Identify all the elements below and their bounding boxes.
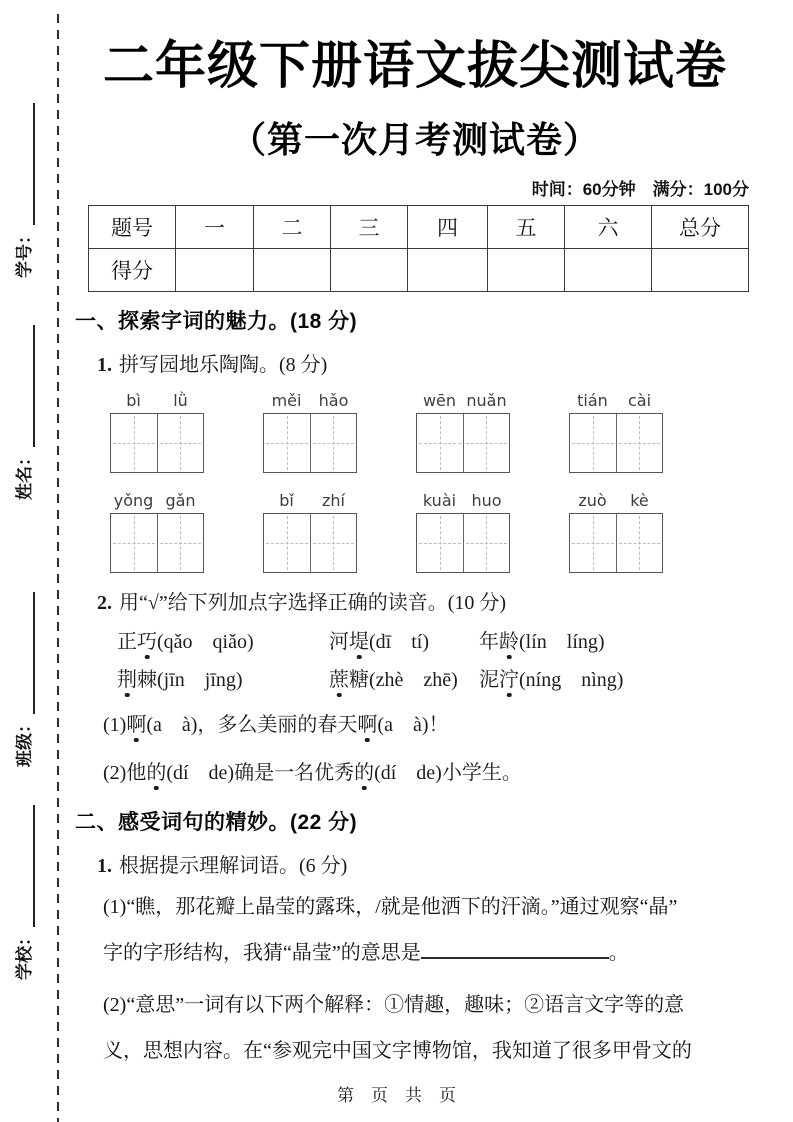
time-score-meta: 时间：60分钟 满分：100分	[531, 180, 749, 199]
binding-field-label: 学校：	[15, 929, 34, 980]
paragraph-line	[103, 982, 755, 1028]
pinyin-labels	[569, 391, 663, 410]
dotted-char: 啊	[126, 714, 147, 736]
writing-cell	[570, 514, 616, 572]
pinyin-syllable: bì	[126, 391, 141, 410]
pinyin-group	[416, 391, 510, 473]
score-table-header-cell: 五	[488, 206, 565, 249]
word-choice-item	[329, 663, 479, 697]
pinyin-syllable: kè	[630, 491, 649, 510]
word-choice-item	[329, 625, 479, 659]
pinyin-group	[110, 491, 204, 573]
binding-field-label: 班级：	[15, 716, 34, 767]
main-content	[75, 0, 755, 1074]
text-segment: (lín líng)	[519, 631, 605, 653]
writing-cell	[310, 414, 357, 472]
score-cell	[488, 249, 565, 292]
pinyin-syllable: bǐ	[279, 491, 294, 510]
pinyin-syllable: kuài	[422, 491, 457, 510]
text-segment: (dī tí)	[369, 631, 429, 653]
pinyin-group	[263, 491, 357, 573]
writing-cell	[417, 414, 463, 472]
binding-field	[9, 780, 35, 980]
binding-dashed-line	[57, 14, 59, 1122]
dotted-char: 的	[354, 762, 375, 784]
pinyin-labels	[263, 391, 357, 410]
writing-grid	[416, 413, 510, 473]
text-segment: (2)“意思”一词有以下两个解释：①情趣，趣味；②语言文字等的意	[103, 994, 685, 1016]
text-segment: (jīn jīng)	[157, 669, 243, 691]
score-table-header-row	[89, 206, 749, 249]
word-choice-item	[117, 625, 329, 659]
writing-cell	[157, 514, 204, 572]
writing-cell	[310, 514, 357, 572]
text-segment: 糖	[349, 669, 369, 691]
pinyin-labels	[263, 491, 357, 510]
writing-grid	[263, 513, 357, 573]
binding-field-label: 姓名：	[15, 449, 34, 500]
pinyin-row-2	[110, 491, 755, 573]
text-segment: (dí de)小学生。	[374, 762, 522, 784]
writing-cell	[111, 414, 157, 472]
pinyin-syllable: zuò	[578, 491, 607, 510]
dotted-char: 龄	[499, 631, 519, 653]
writing-grid	[110, 513, 204, 573]
score-table-header-cell: 二	[254, 206, 331, 249]
score-table-label: 题号	[89, 206, 176, 249]
section-one-heading: 一、探索字词的魅力。(18 分)	[75, 310, 358, 333]
pinyin-syllable: gǎn	[165, 491, 196, 510]
writing-cell	[264, 414, 310, 472]
text-segment: (a à)！	[377, 714, 449, 736]
score-table-score-row	[89, 249, 749, 292]
pinyin-syllable: hǎo	[318, 391, 349, 410]
dotted-char: 荆	[117, 669, 137, 691]
text-segment: 棘	[137, 669, 157, 691]
score-table-header-cell: 三	[331, 206, 408, 249]
pinyin-group	[263, 391, 357, 473]
text-segment: (dí de)确是一名优秀	[166, 762, 355, 784]
paper-title: 二年级下册语文拔尖测试卷	[102, 37, 727, 94]
writing-grid	[569, 513, 663, 573]
text-segment: 字的字形结构，我猜“晶莹”的意思是	[103, 942, 421, 964]
score-table-label: 得分	[89, 249, 176, 292]
text-segment: (a à)，多么美丽的春天	[146, 714, 358, 736]
score-table	[88, 205, 749, 292]
pinyin-syllable: huo	[471, 491, 502, 510]
pinyin-syllable: cài	[627, 391, 652, 410]
question-1-1	[97, 348, 755, 377]
binding-field-label: 学号：	[15, 227, 34, 278]
score-table-header-cell: 四	[408, 206, 488, 249]
writing-grid	[569, 413, 663, 473]
score-cell	[408, 249, 488, 292]
writing-cell	[264, 514, 310, 572]
text-segment: (2)他	[103, 762, 147, 784]
pinyin-syllable: lǜ	[173, 391, 188, 410]
pinyin-syllable: nuǎn	[466, 391, 507, 410]
pinyin-labels	[110, 391, 204, 410]
text-segment: 河	[329, 631, 349, 653]
score-cell	[331, 249, 408, 292]
binding-field-blank	[29, 325, 35, 447]
sub-question-2	[103, 753, 755, 793]
pinyin-syllable: tián	[577, 391, 608, 410]
sub-question-1	[103, 705, 755, 745]
text-segment: (níng nìng)	[519, 669, 624, 691]
word-choice-item	[479, 625, 755, 659]
question-text: 拼写园地乐陶陶。(8 分)	[119, 354, 328, 376]
writing-cell	[616, 514, 663, 572]
text-segment: (zhè zhē)	[369, 669, 458, 691]
dotted-char: 泞	[499, 669, 519, 691]
binding-field	[9, 567, 35, 767]
writing-cell	[463, 514, 510, 572]
pinyin-row-1	[110, 391, 755, 473]
dotted-char: 堤	[349, 631, 369, 653]
pinyin-group	[569, 491, 663, 573]
text-segment: 义，思想内容。在“参观完中国文字博物馆，我知道了很多甲骨文的	[103, 1040, 692, 1062]
question-number: 1.	[97, 855, 112, 877]
score-cell	[652, 249, 749, 292]
pinyin-group	[416, 491, 510, 573]
page-footer: 第 页 共 页	[337, 1086, 456, 1105]
pronunciation-row-1	[117, 625, 755, 659]
word-choice-item	[479, 663, 755, 697]
dotted-char: 蔗	[329, 669, 349, 691]
dotted-char: 的	[146, 762, 167, 784]
binding-field-blank	[29, 103, 35, 225]
paragraph-line	[103, 884, 755, 930]
text-segment: (1)	[103, 714, 127, 736]
pinyin-syllable: wēn	[422, 391, 457, 410]
pinyin-labels	[416, 491, 510, 510]
score-cell	[254, 249, 331, 292]
paragraph-1	[75, 884, 755, 976]
writing-cell	[111, 514, 157, 572]
text-segment: 年	[479, 631, 499, 653]
writing-grid	[263, 413, 357, 473]
score-table-header-cell: 六	[565, 206, 652, 249]
word-choice-item	[117, 663, 329, 697]
dotted-char: 巧	[137, 631, 157, 653]
writing-cell	[463, 414, 510, 472]
pinyin-syllable: yǒng	[113, 491, 154, 510]
score-cell	[176, 249, 254, 292]
question-2-1	[97, 849, 755, 878]
text-segment: 。	[608, 942, 629, 964]
paragraph-2	[75, 982, 755, 1074]
pinyin-syllable: zhí	[322, 491, 345, 510]
question-text: 用“√”给下列加点字选择正确的读音。(10 分)	[119, 592, 507, 614]
pinyin-group	[569, 391, 663, 473]
pinyin-labels	[569, 491, 663, 510]
section-two-heading: 二、感受词句的精妙。(22 分)	[75, 811, 358, 834]
binding-field-blank	[29, 592, 35, 714]
binding-field	[9, 78, 35, 278]
binding-field	[9, 300, 35, 500]
binding-field-blank	[29, 805, 35, 927]
paper-subtitle: （第一次月考测试卷）	[229, 119, 600, 160]
text-segment: 正	[117, 631, 137, 653]
paragraph-line	[103, 930, 755, 976]
text-segment: (1)“瞧，那花瓣上晶莹的露珠，/就是他洒下的汗滴。”通过观察“晶”	[103, 896, 678, 918]
pinyin-labels	[110, 491, 204, 510]
question-number: 1.	[97, 354, 112, 376]
text-segment: (qǎo qiǎo)	[157, 631, 254, 653]
writing-cell	[417, 514, 463, 572]
score-table-header-cell: 总分	[652, 206, 749, 249]
pinyin-group	[110, 391, 204, 473]
question-text: 根据提示理解词语。(6 分)	[119, 855, 348, 877]
writing-grid	[110, 413, 204, 473]
paragraph-line	[103, 1028, 755, 1074]
pinyin-labels	[416, 391, 510, 410]
score-table-header-cell: 一	[176, 206, 254, 249]
text-segment: 泥	[479, 669, 499, 691]
score-cell	[565, 249, 652, 292]
writing-cell	[157, 414, 204, 472]
writing-cell	[616, 414, 663, 472]
pinyin-syllable: měi	[271, 391, 302, 410]
writing-grid	[416, 513, 510, 573]
question-number: 2.	[97, 592, 112, 614]
answer-blank	[421, 957, 609, 959]
writing-cell	[570, 414, 616, 472]
dotted-char: 啊	[357, 714, 378, 736]
pronunciation-row-2	[117, 663, 755, 697]
question-1-2	[97, 586, 755, 615]
